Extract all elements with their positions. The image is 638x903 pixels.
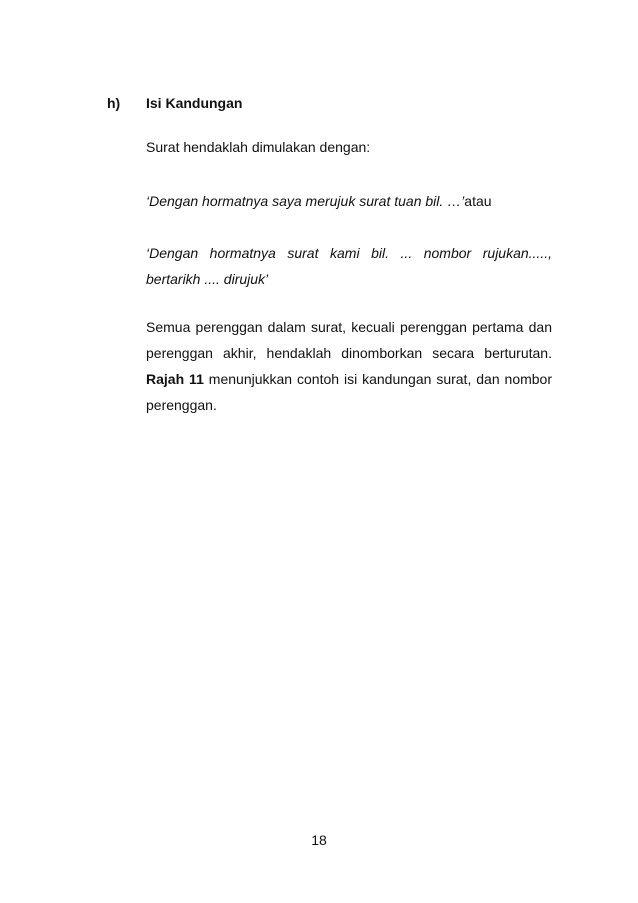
example-opening-2: ‘Dengan hormatnya surat kami bil. ... nombor rujukan....., bertarikh .... dirujuk’: [146, 245, 552, 287]
figure-reference: Rajah 11: [146, 371, 204, 387]
intro-paragraph: Surat hendaklah dimulakan dengan:: [146, 139, 371, 155]
example-opening-1: [146, 188, 552, 214]
section-marker: h): [107, 95, 121, 111]
body-paragraph-text-1: Semua perenggan dalam surat, kecuali perenggan pertama dan perenggan akhir, hendaklah dinomborkan secara berturutan.: [146, 319, 552, 361]
page-number: 18: [311, 832, 327, 848]
example-opening-1-conjunction: atau: [464, 193, 492, 209]
body-paragraph-text-2: menunjukkan contoh isi kandungan surat, dan nombor perenggan.: [146, 371, 553, 413]
section-heading: Isi Kandungan: [146, 95, 243, 111]
example-opening-1-quote: ‘Dengan hormatnya saya merujuk surat tuan bil. …’: [146, 193, 465, 209]
body-paragraph: [146, 314, 552, 418]
